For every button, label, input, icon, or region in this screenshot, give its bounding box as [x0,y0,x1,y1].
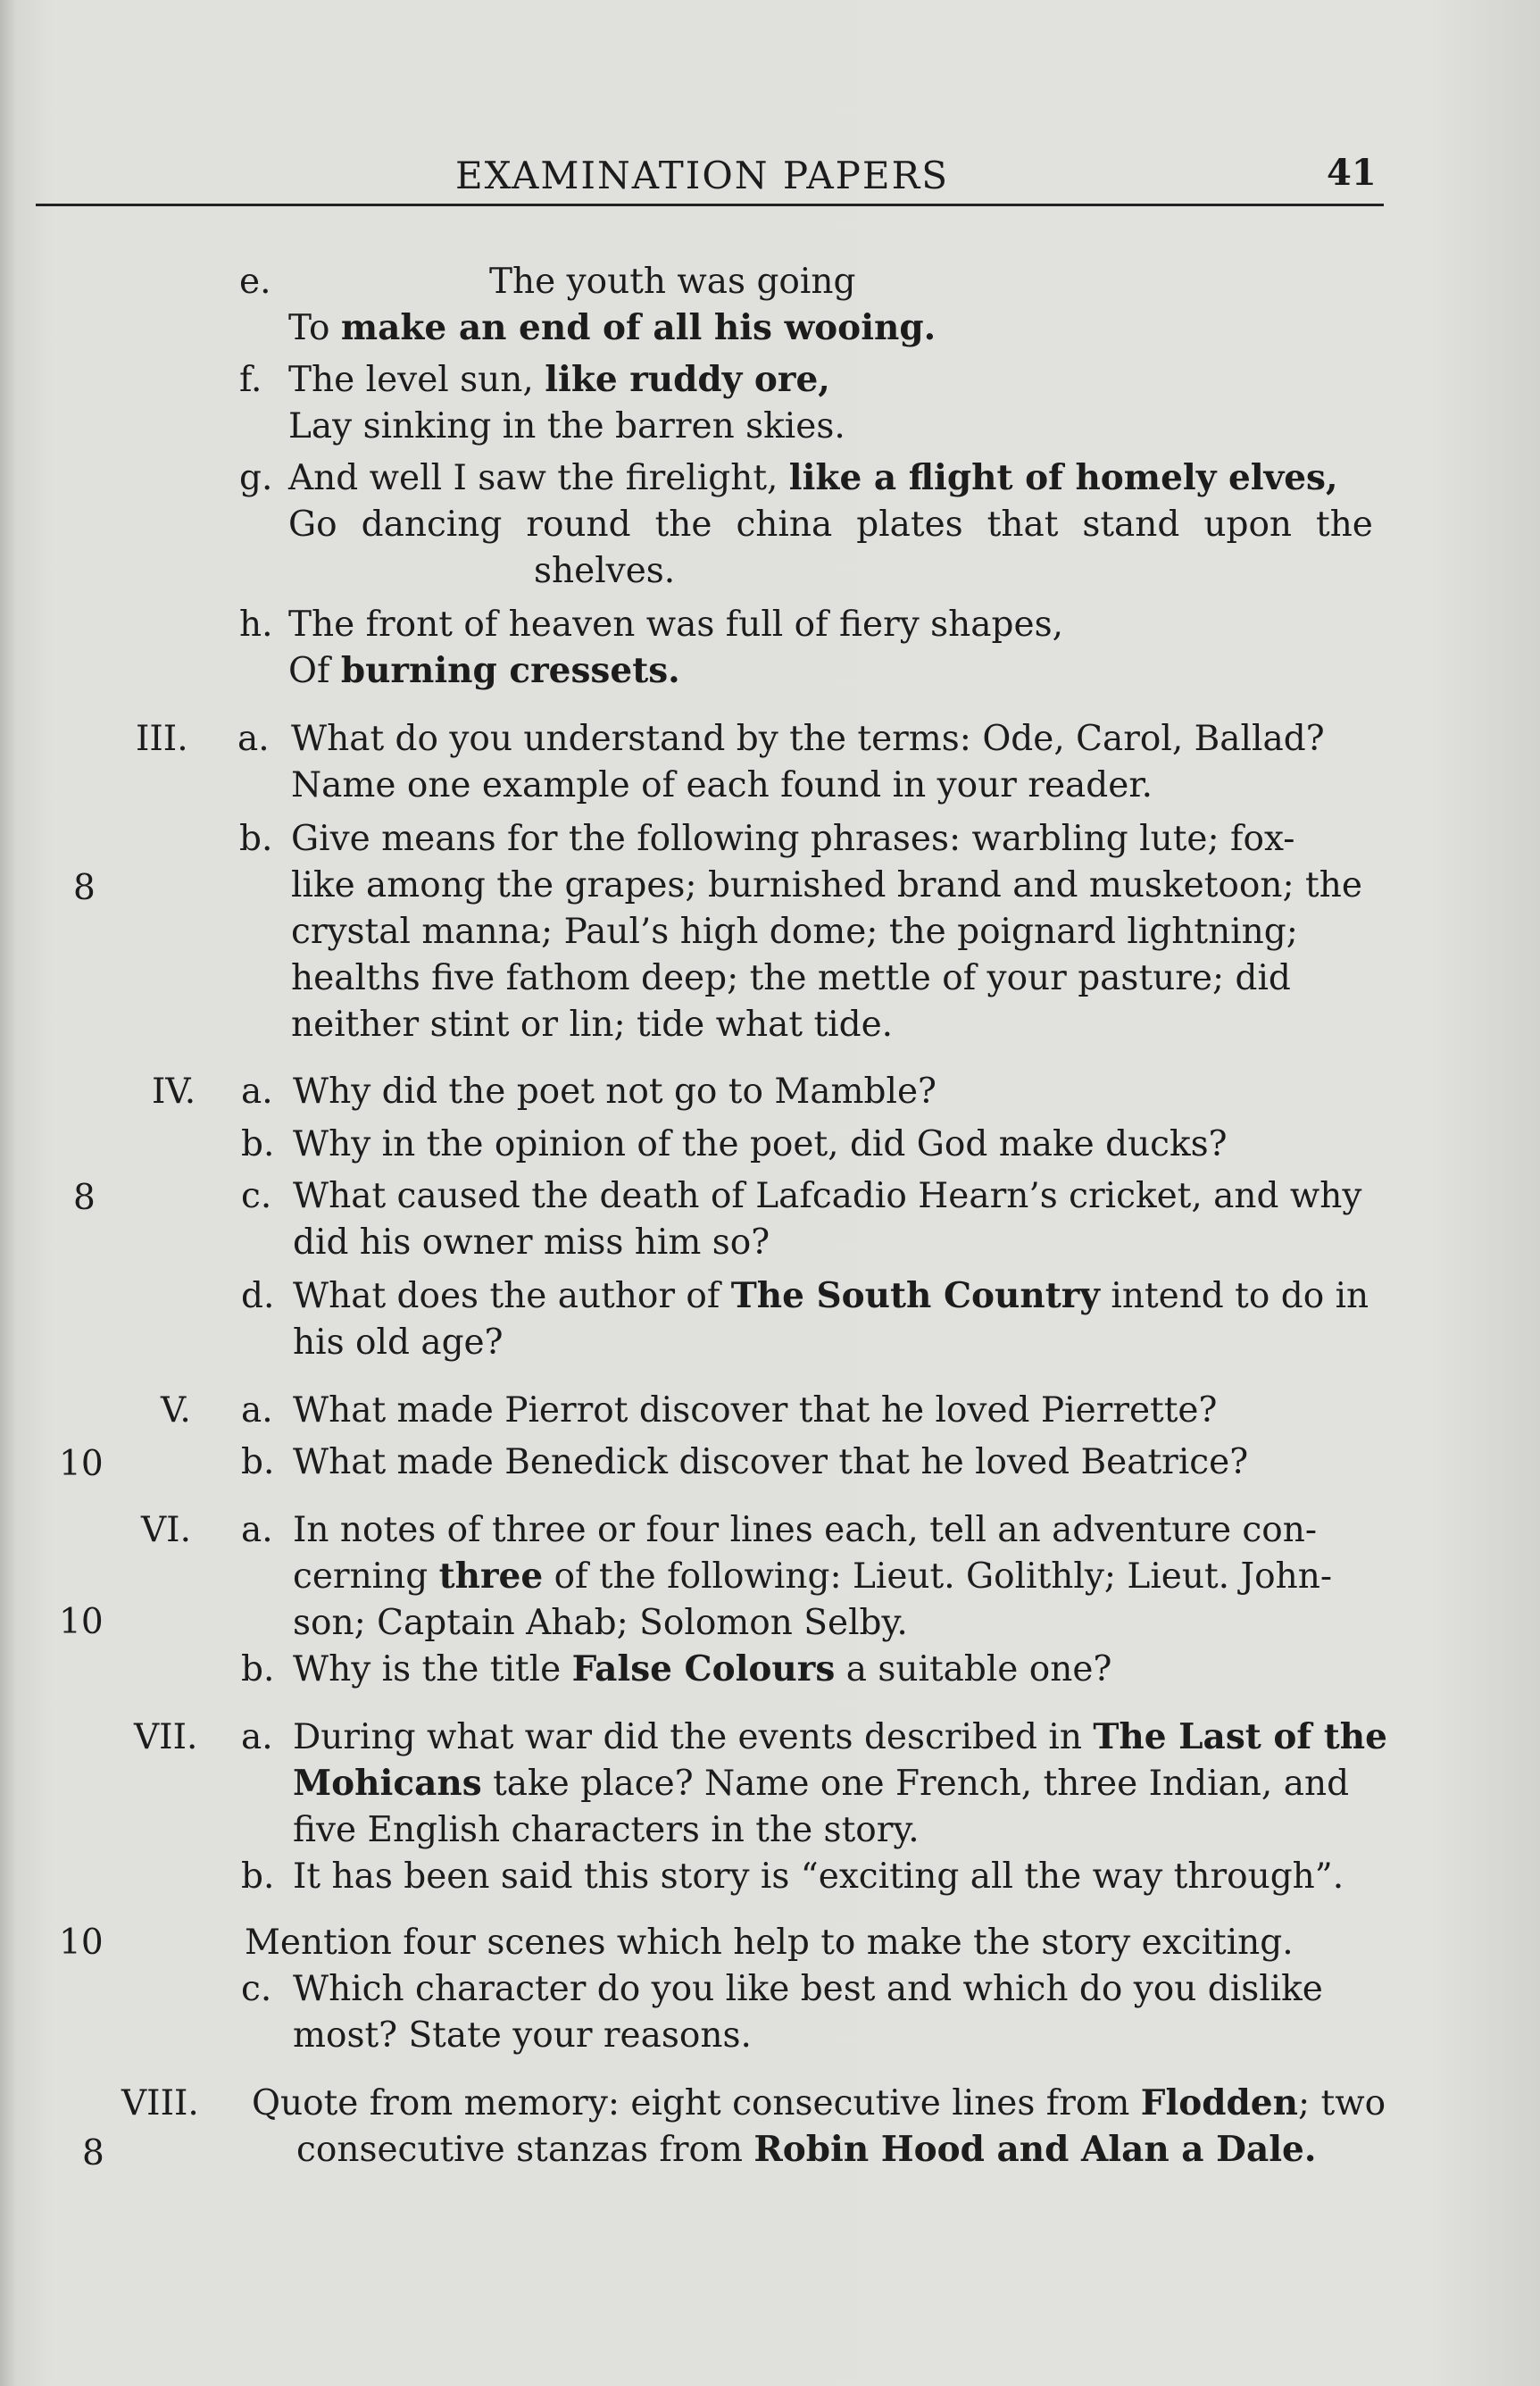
q4c-line1: What caused the death of Lafcadio Hearn’s cricket, and why [293,1176,1362,1216]
q8-line2: consecutive stanzas from Robin Hood and Alan a Dale. [296,2129,1317,2170]
section-IV-marks: 8 [73,1178,96,1218]
q7c-line2: most? State your reasons. [293,2015,752,2056]
q3b-line5: neither stint or lin; tide what tide. [291,1005,894,1045]
page-number: 41 [1327,152,1377,194]
q7c-label: c. [241,1969,272,2009]
q5b-label: b. [241,1442,275,1482]
section-VIII-marks: 8 [82,2133,104,2173]
q3a-label: a. [237,719,270,759]
q7b-label: b. [241,1856,275,1897]
q7a-line2: Mohicans take place? Name one French, three Indian, and [293,1763,1350,1804]
q7a-line3: five English characters in the story. [293,1810,920,1850]
q4d-line2: his old age? [293,1322,504,1363]
q3b-line3: crystal manna; Paul’s high dome; the poignard lightning; [291,912,1298,952]
section-III-marks: 8 [73,868,96,908]
q4c-label: c. [241,1176,272,1216]
q7a-label: a. [241,1717,273,1757]
q4c-line2: did his owner miss him so? [293,1222,770,1263]
item-f-line2: Lay sinking in the barren skies. [288,406,845,446]
q6a-line3: son; Captain Ahab; Solomon Selby. [293,1603,908,1643]
item-h-label: h. [239,605,273,645]
q7b-line2: Mention four scenes which help to make the story exciting. [245,1923,1294,1963]
section-VI-numeral: VI. [141,1510,191,1550]
q7c-line1: Which character do you like best and which do you dislike [293,1969,1323,2009]
q3b-label: b. [239,819,273,859]
q3b-line1: Give means for the following phrases: warbling lute; fox- [291,819,1295,859]
section-III-numeral: III. [136,719,188,759]
q5b-line1: What made Benedick discover that he loved Beatrice? [293,1442,1249,1482]
q4b-label: b. [241,1124,275,1164]
q6b-line1: Why is the title False Colours a suitable one? [293,1648,1112,1689]
item-g-label: g. [239,458,273,498]
q3b-line2: like among the grapes; burnished brand and musketoon; the [291,865,1362,905]
item-h-line2: Of burning cressets. [288,650,680,691]
running-header-title: EXAMINATION PAPERS [455,154,949,197]
q4a-label: a. [241,1072,273,1112]
q4d-line1: What does the author of The South Country intend to do in [293,1275,1369,1316]
item-e-label: e. [239,262,271,302]
q3a-line2: Name one example of each found in your reader. [291,765,1153,805]
q4d-label: d. [241,1276,275,1316]
q4a-line1: Why did the poet not go to Mamble? [293,1072,936,1112]
section-IV-numeral: IV. [152,1072,196,1112]
item-f-line1: The level sun, like ruddy ore, [288,359,830,400]
item-g-line2: Go dancing round the china plates that stand upon the [288,505,1373,545]
q5a-label: a. [241,1390,273,1431]
header-rule [36,204,1384,206]
q5a-line1: What made Pierrot discover that he loved Pierrette? [293,1390,1218,1431]
q6a-line1: In notes of three or four lines each, tell an adventure con- [293,1510,1318,1550]
item-g-line1: And well I saw the firelight, like a flight of homely elves, [288,457,1338,498]
section-VIII-numeral: VIII. [121,2083,199,2123]
section-VII-numeral: VII. [134,1717,198,1757]
q6b-label: b. [241,1649,275,1689]
item-e-line1: The youth was going [489,262,856,302]
q6a-line2: cerning three of the following: Lieut. Golithly; Lieut. John- [293,1556,1332,1597]
q4b-line1: Why in the opinion of the poet, did God make ducks? [293,1124,1228,1164]
section-VI-marks: 10 [59,1602,104,1642]
item-g-line3: shelves. [534,551,676,591]
item-h-line1: The front of heaven was full of fiery shapes, [288,605,1063,645]
q3a-line1: What do you understand by the terms: Ode, Carol, Ballad? [291,719,1325,759]
q8-line1: Quote from memory: eight consecutive lines from Flodden; two [252,2082,1386,2123]
section-V-marks: 10 [59,1444,104,1484]
q3b-line4: healths five fathom deep; the mettle of your pasture; did [291,958,1291,998]
section-V-numeral: V. [161,1390,191,1431]
item-f-label: f. [239,360,262,400]
q7b-line1: It has been said this story is “exciting all the way through”. [293,1856,1344,1897]
q6a-label: a. [241,1510,273,1550]
item-e-line2: To make an end of all his wooing. [288,307,936,348]
q7a-line1: During what war did the events described in The Last of the [293,1716,1387,1757]
section-VII-marks: 10 [59,1923,104,1963]
